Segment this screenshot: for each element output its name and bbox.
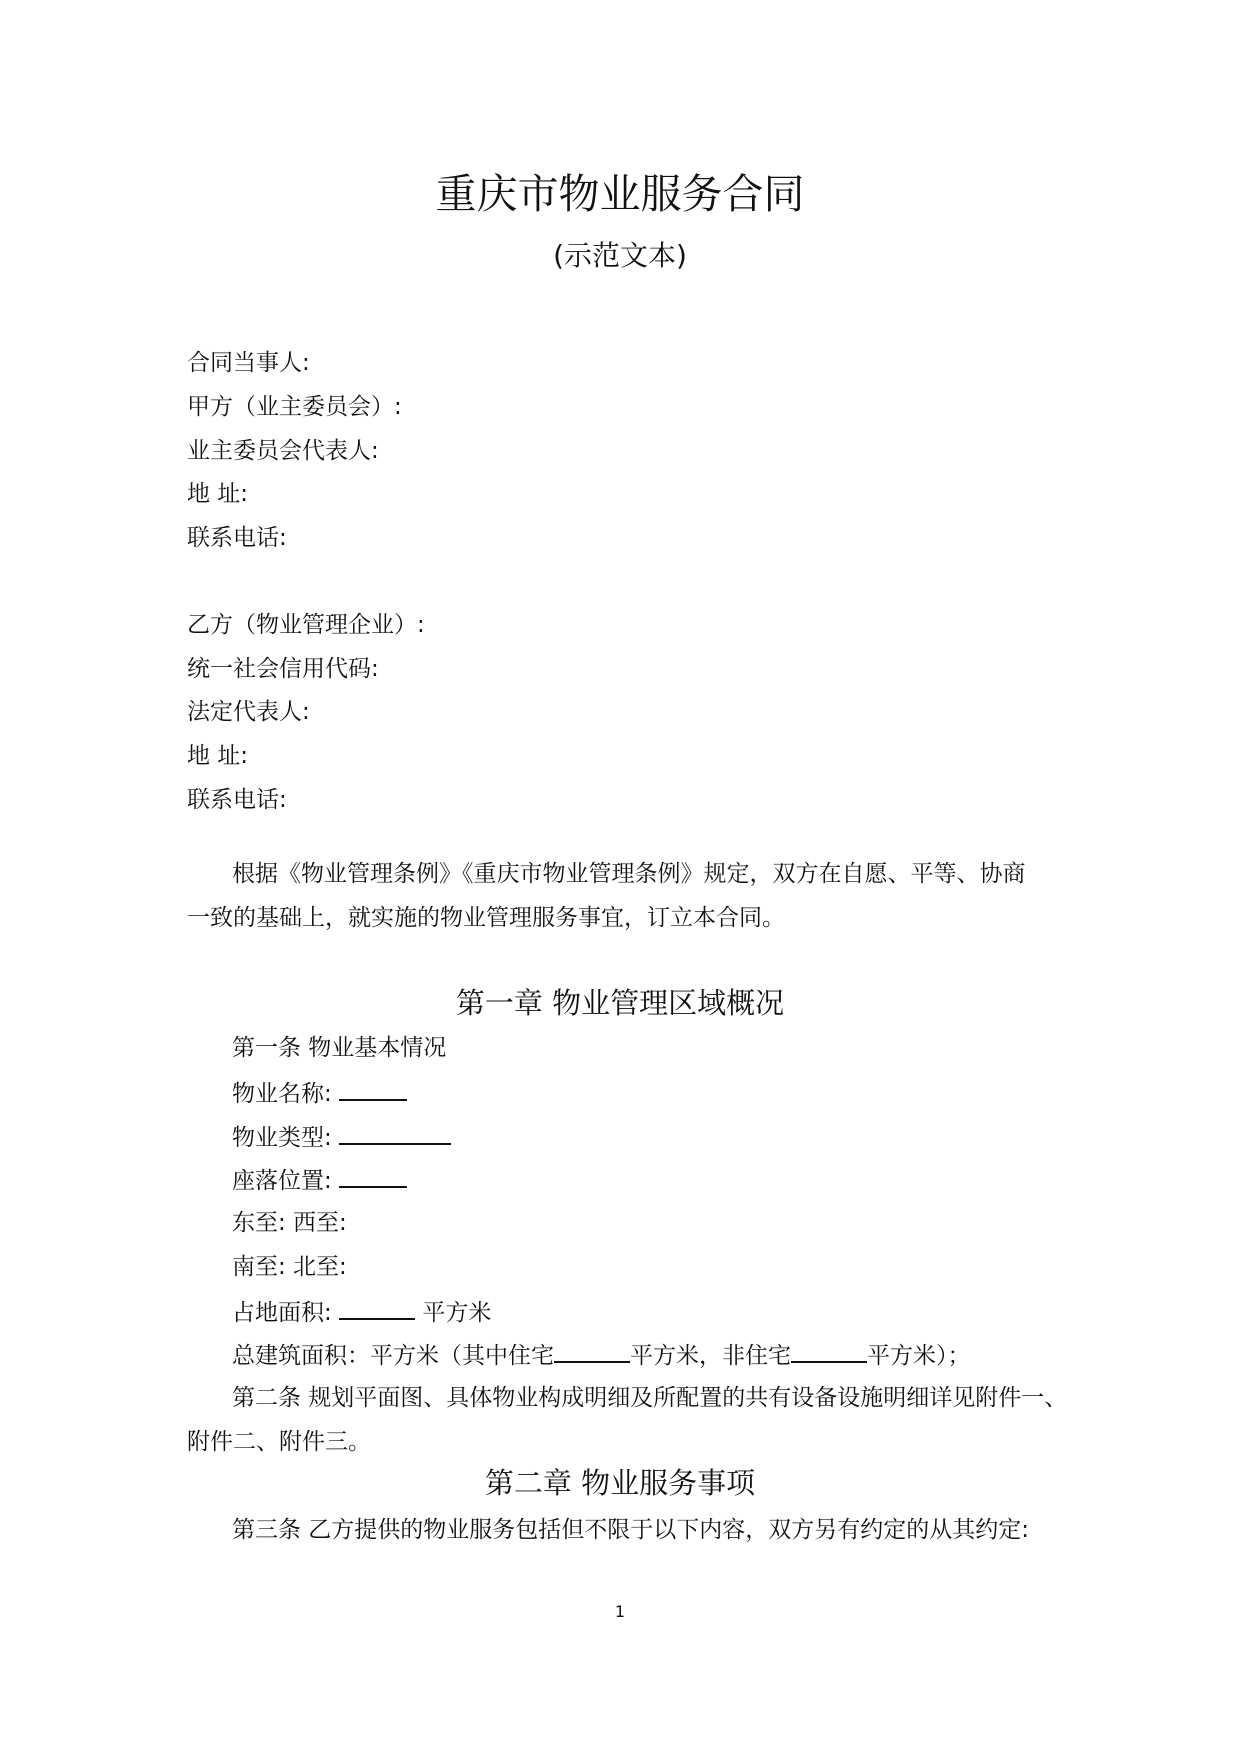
property-name-label: 物业名称:: [232, 1081, 332, 1107]
non-residential-area-blank: [791, 1339, 867, 1363]
land-area-field: [232, 1296, 491, 1328]
page-number: 1: [614, 1602, 626, 1621]
property-type-field: [232, 1121, 451, 1153]
land-area-label: 占地面积:: [232, 1300, 332, 1326]
property-type-blank: [339, 1121, 451, 1145]
party-b-legal-rep: 法定代表人:: [187, 699, 310, 725]
preamble-line-1: 根据《物业管理条例》《重庆市物业管理条例》规定，双方在自愿、平等、协商: [232, 861, 1026, 887]
article-3-text: 第三条 乙方提供的物业服务包括但不限于以下内容，双方另有约定的从其约定:: [232, 1517, 1030, 1543]
south-north-boundary: 南至: 北至:: [232, 1254, 347, 1280]
article-2-line-1: 第二条 规划平面图、具体物业构成明细及所配置的共有设备设施明细详见附件一、: [232, 1385, 1068, 1411]
chapter-1-title: 第一章 物业管理区域概况: [455, 986, 785, 1020]
party-b-credit-code: 统一社会信用代码:: [187, 656, 379, 682]
property-type-label: 物业类型:: [232, 1125, 332, 1151]
party-b-phone: 联系电话:: [187, 787, 287, 813]
party-b-label: 乙方（物业管理企业）:: [187, 612, 425, 638]
building-area-part-2: 平方米，非住宅: [630, 1343, 791, 1369]
location-field: [232, 1164, 407, 1196]
document-subtitle: (示范文本): [553, 239, 687, 272]
party-a-phone: 联系电话:: [187, 525, 287, 551]
party-a-address: 地 址:: [187, 481, 249, 507]
building-area-part-1: 总建筑面积：平方米（其中住宅: [232, 1343, 554, 1369]
location-label: 座落位置:: [232, 1168, 332, 1194]
article-1-heading: 第一条 物业基本情况: [232, 1035, 447, 1061]
land-area-unit: 平方米: [422, 1300, 492, 1326]
residential-area-blank: [554, 1339, 630, 1363]
chapter-2-title: 第二章 物业服务事项: [484, 1466, 756, 1500]
party-b-address: 地 址:: [187, 743, 249, 769]
article-2-line-2: 附件二、附件三。: [187, 1429, 371, 1455]
parties-label: 合同当事人:: [187, 350, 310, 376]
preamble-line-2: 一致的基础上，就实施的物业管理服务事宜，订立本合同。: [187, 905, 785, 931]
party-a-representative: 业主委员会代表人:: [187, 438, 379, 464]
building-area-field: [232, 1339, 971, 1371]
party-a-label: 甲方（业主委员会）:: [187, 394, 402, 420]
building-area-part-3: 平方米）；: [867, 1343, 971, 1369]
land-area-blank: [339, 1296, 415, 1320]
document-title: 重庆市物业服务合同: [435, 170, 805, 218]
property-name-blank: [339, 1077, 407, 1101]
east-west-boundary: 东至: 西至:: [232, 1210, 347, 1236]
property-name-field: [232, 1077, 407, 1109]
location-blank: [339, 1164, 407, 1188]
